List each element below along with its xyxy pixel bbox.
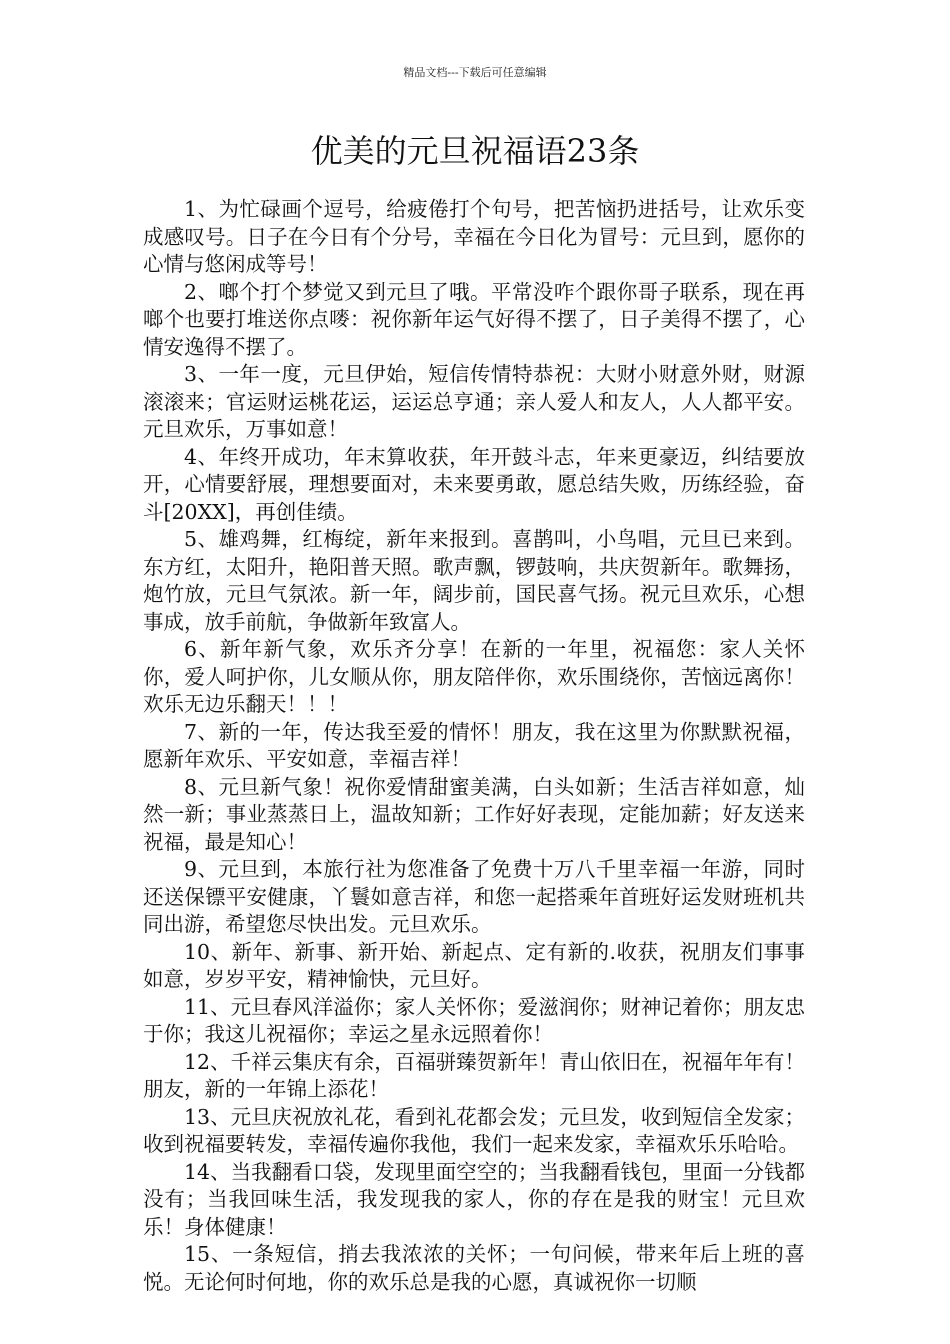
paragraph-8: 8、元旦新气象！祝你爱情甜蜜美满，白头如新；生活吉祥如意，灿然一新；事业蒸蒸日上，温故知新；工作好好表现，定能加薪；好友送来祝福，最是知心！ <box>143 774 805 854</box>
paragraph-9: 9、元旦到，本旅行社为您准备了免费十万八千里幸福一年游，同时还送保镖平安健康，丫鬟如意吉祥，和您一起搭乘年首班好运发财班机共同出游，希望您尽快出发。元旦欢乐。 <box>143 857 805 936</box>
paragraph-1: 1、为忙碌画个逗号，给疲倦打个句号，把苦恼扔进括号，让欢乐变成感叹号。日子在今日有个分号，幸福在今日化为冒号：元旦到，愿你的心情与悠闲成等号！ <box>143 197 805 276</box>
paragraph-3: 3、一年一度，元旦伊始，短信传情特恭祝：大财小财意外财，财源滚滚来；官运财运桃花运，运运总亨通；亲人爱人和友人，人人都平安。元旦欢乐，万事如意！ <box>143 362 805 441</box>
paragraph-6: 6、新年新气象，欢乐齐分享！在新的一年里，祝福您：家人关怀你，爱人呵护你，儿女顺从你，朋友陪伴你，欢乐围绕你，苦恼远离你！欢乐无边乐翻天！！！ <box>143 637 805 716</box>
paragraph-5: 5、雄鸡舞，红梅绽，新年来报到。喜鹊叫，小鸟唱，元旦已来到。东方红，太阳升，艳阳普天照。歌声飘，锣鼓响，共庆贺新年。歌舞扬，炮竹放，元旦气氛浓。新一年，阔步前，国民喜气扬。祝元旦欢乐，心想事成，放手前航，争做新年致富人。 <box>143 527 805 634</box>
paragraph-7: 7、新的一年，传达我至爱的情怀！朋友，我在这里为你默默祝福，愿新年欢乐、平安如意，幸福吉祥！ <box>143 719 805 771</box>
document-title: 优美的元旦祝福语23条 <box>310 132 640 170</box>
paragraph-12: 12、千祥云集庆有余，百福骈臻贺新年！青山依旧在，祝福年年有！朋友，新的一年锦上添花！ <box>143 1049 805 1101</box>
paragraph-2: 2、啷个打个梦觉又到元旦了哦。平常没咋个跟你哥子联系，现在再啷个也要打堆送你点嘜：祝你新年运气好得不摆了，日子美得不摆了，心情安逸得不摆了。 <box>143 279 805 359</box>
paragraph-10: 10、新年、新事、新开始、新起点、定有新的.收获，祝朋友们事事如意，岁岁平安，精神愉快，元旦好。 <box>143 939 805 991</box>
paragraph-13: 13、元旦庆祝放礼花，看到礼花都会发；元旦发，收到短信全发家；收到祝福要转发，幸福传遍你我他，我们一起来发家，幸福欢乐乐哈哈。 <box>143 1104 805 1156</box>
paragraph-14: 14、当我翻看口袋，发现里面空空的；当我翻看钱包，里面一分钱都没有；当我回味生活，我发现我的家人，你的存在是我的财宝！元旦欢乐！身体健康！ <box>143 1159 805 1239</box>
document-body <box>143 196 805 1296</box>
page-header-note: 精品文档---下载后可任意编辑 <box>403 66 547 79</box>
paragraph-15: 15、一条短信，捎去我浓浓的关怀；一句问候，带来年后上班的喜悦。无论何时何地，你的欢乐总是我的心愿，真诚祝你一切顺 <box>143 1242 805 1294</box>
paragraph-4: 4、年终开成功，年末算收获，年开鼓斗志，年来更豪迈，纠结要放开，心情要舒展，理想要面对，未来要勇敢，愿总结失败，历练经验，奋斗[20XX]，再创佳绩。 <box>143 444 805 524</box>
paragraph-11: 11、元旦春风洋溢你；家人关怀你；爱滋润你；财神记着你；朋友忠于你；我这儿祝福你；幸运之星永远照着你！ <box>143 994 805 1046</box>
